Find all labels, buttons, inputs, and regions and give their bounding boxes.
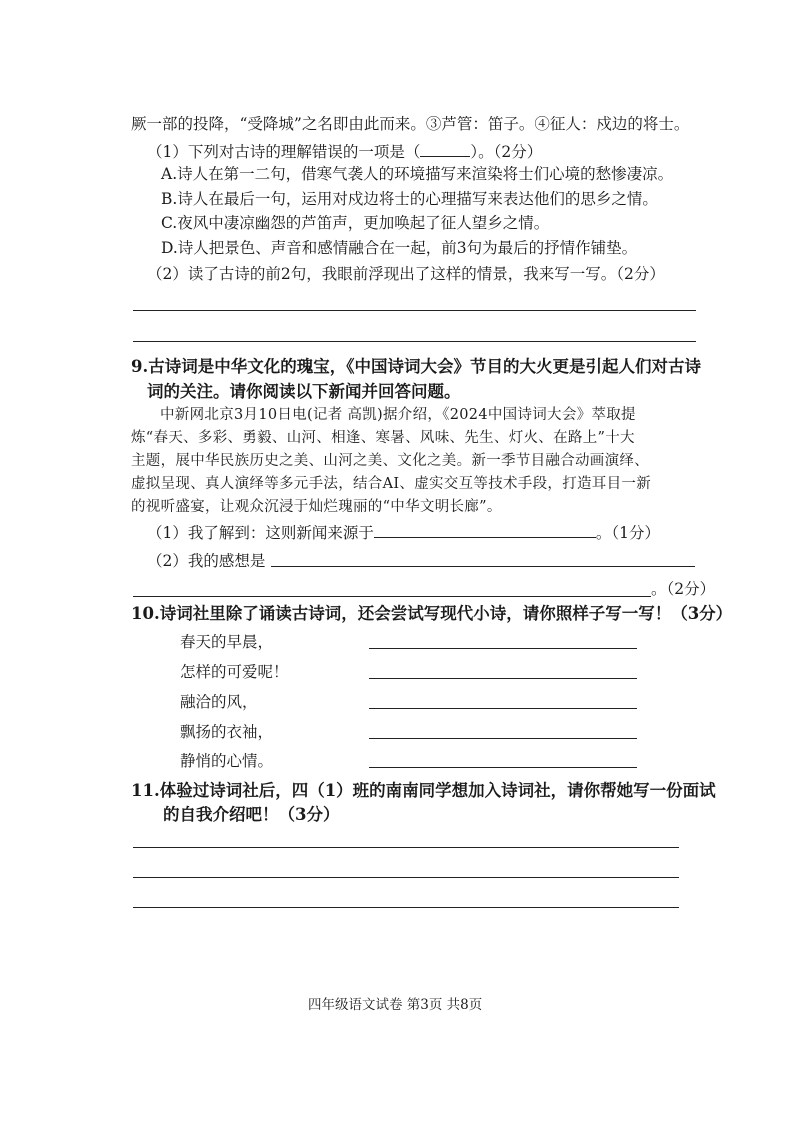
q9-sub2-prefix: （2）我的感想是 <box>147 552 266 570</box>
footnote-line: 厥一部的投降，“受降城”之名即由此而来。③芦管：笛子。④征人：戍边的将士。 <box>131 115 690 133</box>
q10-answer-line-2[interactable] <box>369 678 637 679</box>
page-footer: 四年级语文试卷 第3页 共8页 <box>308 997 483 1013</box>
q8-option-a: A.诗人在第一二句，借寒气袭人的环境描写来渲染将士们心境的愁惨凄凉。 <box>161 165 674 183</box>
q9-sub1-suffix: 。（1分） <box>595 524 660 542</box>
q9-news-line-1: 中新网北京3月10日电(记者 高凯)据介绍，《2024中国诗词大会》萃取提 <box>160 407 636 423</box>
q9-title-line1: 9.古诗词是中华文化的瑰宝，《中国诗词大会》节目的大火更是引起人们对古诗 <box>131 357 701 376</box>
q9-news-line-5: 的视听盛宴，让观众沉浸于灿烂瑰丽的“中华文明长廊”。 <box>131 499 502 515</box>
q8-sub1-prefix: （1）下列对古诗的理解错误的一项是（ <box>147 143 421 161</box>
q9-sub2-suffix: 。（2分） <box>651 580 716 598</box>
q8-sub1-stem <box>147 140 542 162</box>
q9-sub1 <box>147 521 660 543</box>
poem-line-1: 春天的早晨， <box>180 633 274 651</box>
poem-line-2: 怎样的可爱呢！ <box>180 663 289 681</box>
q10-answer-line-3[interactable] <box>369 708 637 709</box>
q11-answer-line-2[interactable] <box>133 877 679 878</box>
q11-answer-line-3[interactable] <box>133 907 679 908</box>
q8-option-b: B.诗人在最后一句，运用对戍边将士的心理描写来表达他们的思乡之情。 <box>161 190 658 208</box>
q8-sub2-stem: （2）读了古诗的前2句，我眼前浮现出了这样的情景，我来写一写。（2分） <box>147 265 665 283</box>
q11-title-line2: 的自我介绍吧！（3分） <box>163 805 340 824</box>
q10-answer-line-1[interactable] <box>369 648 637 649</box>
q8-option-d: D.诗人把景色、声音和感情融合在一起，前3句为最后的抒情作铺垫。 <box>161 239 638 257</box>
q8-answer-blank[interactable] <box>420 140 470 157</box>
poem-line-3: 融洽的风， <box>180 693 258 711</box>
q9-title-line2: 词的关注。请你阅读以下新闻并回答问题。 <box>147 382 461 401</box>
q10-title: 10.诗词社里除了诵读古诗词，还会尝试写现代小诗，请你照样子写一写！（3分） <box>131 604 733 623</box>
q9-source-blank[interactable] <box>374 521 596 538</box>
q8-answer-line-1[interactable] <box>133 310 696 311</box>
q11-answer-line-1[interactable] <box>133 847 679 848</box>
q9-thought-line-2[interactable] <box>133 596 651 597</box>
q9-news-line-4: 虚拟呈现、真人演绎等多元手法，结合AI、虚实交互等技术手段，打造耳目一新 <box>131 476 651 492</box>
q9-news-line-3: 主题，展中华民族历史之美、山河之美、文化之美。新一季节目融合动画演绎、 <box>131 453 649 469</box>
q8-option-c: C.夜风中凄凉幽怨的芦笛声，更加唤起了征人望乡之情。 <box>161 214 550 232</box>
q10-answer-line-4[interactable] <box>369 738 637 739</box>
q10-answer-line-5[interactable] <box>369 767 637 768</box>
q9-thought-line-1[interactable] <box>271 566 695 567</box>
q11-title-line1: 11.体验过诗词社后，四（1）班的南南同学想加入诗词社，请你帮她写一份面试 <box>131 781 716 800</box>
poem-line-5: 静悄的心情。 <box>180 752 274 770</box>
q9-sub1-prefix: （1）我了解到：这则新闻来源于 <box>147 524 374 542</box>
q8-sub1-suffix: ）。（2分） <box>470 143 543 161</box>
q9-news-line-2: 炼“春天、多彩、勇毅、山河、相逢、寒暑、风味、先生、灯火、在路上”十大 <box>131 430 635 446</box>
q8-answer-line-2[interactable] <box>133 341 696 342</box>
poem-line-4: 飘扬的衣袖， <box>180 723 274 741</box>
